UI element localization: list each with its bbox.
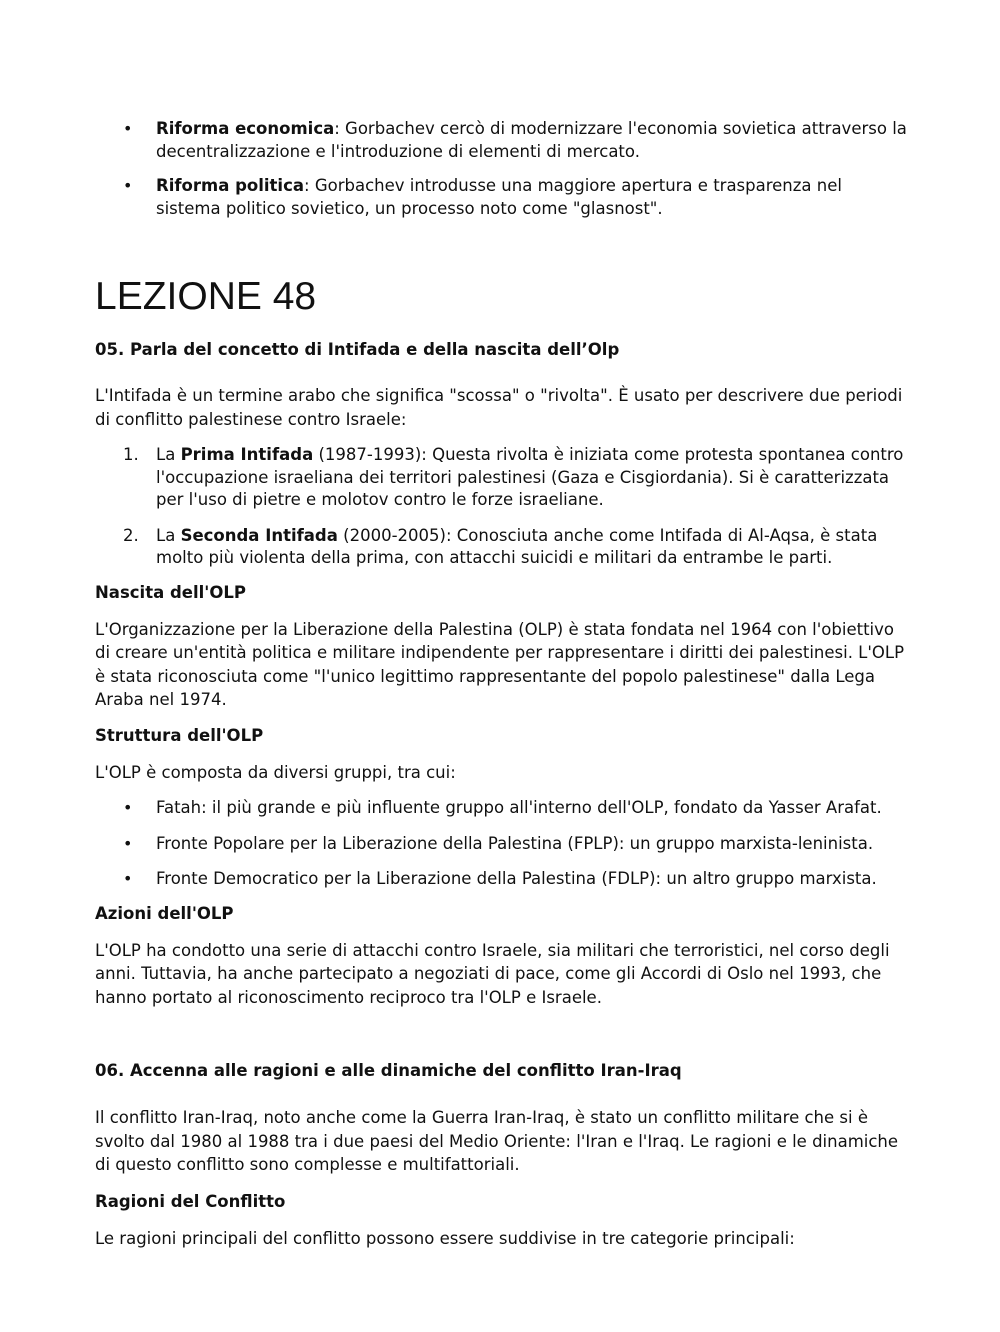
section-heading-actions: Azioni dell'OLP bbox=[95, 903, 234, 923]
structure-list bbox=[95, 797, 910, 891]
list-item-text: : Gorbachev introdusse una maggiore apertura e trasparenza nel sistema politico sovietico, un processo noto come "glasnost". bbox=[156, 176, 842, 218]
intifada-list bbox=[95, 444, 910, 570]
list-item-term: Prima Intifada bbox=[180, 445, 314, 464]
list-item bbox=[95, 444, 910, 512]
list-item-term: Riforma economica bbox=[156, 119, 335, 138]
iran-iraq-intro: Il conflitto Iran-Iraq, noto anche come la Guerra Iran-Iraq, è stato un conflitto militare che si è svolto dal 1980 al 1988 tra i due paesi del Medio Oriente: l'Iran e l'Iraq. Le ragioni e le dinamiche di questo conflitto sono complesse e multifattoriali. bbox=[95, 1108, 899, 1174]
list-number: 2. bbox=[123, 525, 139, 545]
list-item bbox=[95, 525, 910, 570]
structure-intro: L'OLP è composta da diversi gruppi, tra cui: bbox=[95, 762, 456, 782]
intifada-intro: L'Intifada è un termine arabo che significa "scossa" o "rivolta". È usato per descrivere due periodi di conflitto palestinese contro Israele: bbox=[95, 386, 903, 429]
birth-text: L'Organizzazione per la Liberazione della Palestina (OLP) è stata fondata nel 1964 con l'obiettivo di creare un'entità politica e militare indipendente per rappresentare i diritti dei palestinesi. L'OLP è stata riconosciuta come "l'unico legittimo rappresentante del popolo palestinese" dalla Lega Araba nel 1974. bbox=[95, 619, 905, 709]
list-item bbox=[95, 118, 910, 163]
section-heading-reasons: Ragioni del Conflitto bbox=[95, 1191, 286, 1211]
section-heading-structure: Struttura dell'OLP bbox=[95, 725, 264, 745]
list-number: 1. bbox=[123, 445, 139, 464]
reform-list bbox=[95, 118, 910, 220]
list-item-text: : Gorbachev cercò di modernizzare l'economia sovietica attraverso la decentralizzazione e l'introduzione di elementi di mercato. bbox=[156, 119, 907, 161]
list-item-prefix: La bbox=[156, 445, 181, 464]
question-heading-05: 05. Parla del concetto di Intifada e della nascita dell’Olp bbox=[95, 340, 620, 359]
list-item: • Fronte Popolare per la Liberazione della Palestina (FPLP): un gruppo marxista-leninista. bbox=[95, 833, 910, 856]
question-heading-06: 06. Accenna alle ragioni e alle dinamiche del conflitto Iran-Iraq bbox=[95, 1061, 682, 1080]
reasons-intro: Le ragioni principali del conflitto possono essere suddivise in tre categorie principali: bbox=[95, 1228, 795, 1248]
list-item: • Fatah: il più grande e più influente gruppo all'interno dell'OLP, fondato da Yasser Arafat. bbox=[95, 797, 910, 820]
list-item-text: (2000-2005): Conosciuta anche come Intifada di Al-Aqsa, è stata molto più violenta della prima, con attacchi suicidi e militari da entrambe le parti. bbox=[156, 525, 878, 567]
list-item bbox=[95, 175, 910, 220]
lesson-title: LEZIONE 48 bbox=[95, 275, 317, 318]
actions-text: L'OLP ha condotto una serie di attacchi contro Israele, sia militari che terroristici, nel corso degli anni. Tuttavia, ha anche partecipato a negoziati di pace, come gli Accordi di Oslo nel 1993, che hanno portato al riconoscimento reciproco tra l'OLP e Israele. bbox=[95, 940, 890, 1007]
document-page bbox=[95, 118, 910, 1250]
list-item-term: Seconda Intifada bbox=[180, 525, 338, 545]
list-item-prefix: La bbox=[156, 525, 181, 545]
list-item: • Fronte Democratico per la Liberazione della Palestina (FDLP): un altro gruppo marxista. bbox=[95, 868, 910, 891]
section-heading-birth: Nascita dell'OLP bbox=[95, 582, 246, 602]
list-item-text: (1987-1993): Questa rivolta è iniziata come protesta spontanea contro l'occupazione israeliana dei territori palestinesi (Gaza e Cisgiordania). Si è caratterizzata per l'uso di pietre e molotov contro le forze israeliane. bbox=[156, 445, 904, 509]
list-item-term: Riforma politica bbox=[156, 176, 305, 195]
